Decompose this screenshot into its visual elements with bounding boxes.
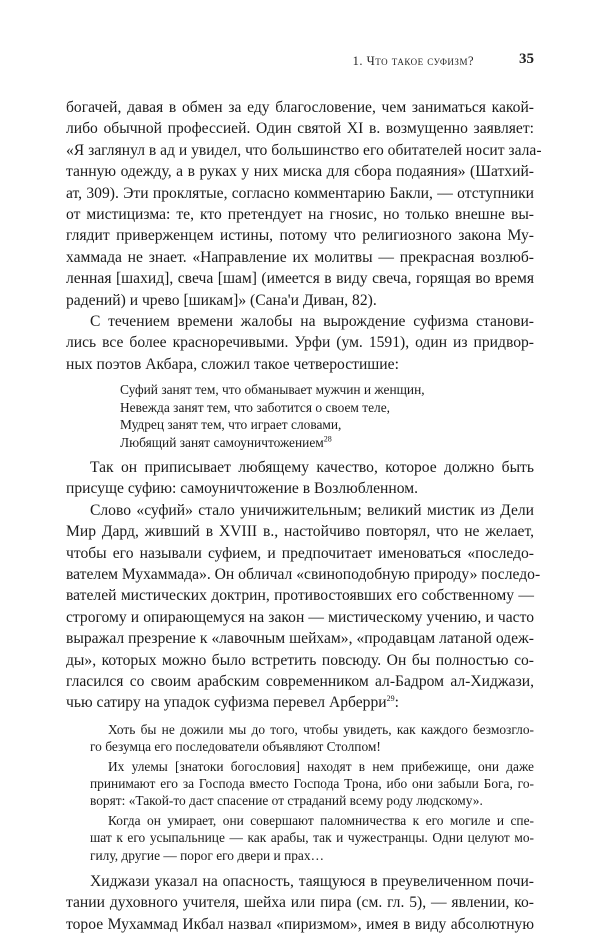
text-line: «Я заглянул в ад и увидел, что большинство его обитателей носит зала- xyxy=(66,141,542,159)
text-line: хаммада не знает. «Направление их молитвы — прекрасная возлюб- xyxy=(66,248,534,266)
text-line: глядит приверженцем истины, потому что религиозного закона Му- xyxy=(66,227,534,245)
text-line: принимают его за Господа вместо Господа Трона, ибо они забыли Бога, го- xyxy=(90,776,534,791)
text-line: торое Мухаммад Икбал назвал «пиризмом», имея в виду абсолютную xyxy=(66,915,534,933)
verse-line: Мудрец занят тем, что играет словами, xyxy=(120,417,342,433)
text-line: Так он приписывает любящему качество, которое должно быть xyxy=(90,458,534,476)
paragraph-2 xyxy=(66,311,534,375)
text-line: танную одежду, а в руках у них миска для сбора подаяния» (Шатхий- xyxy=(66,163,534,181)
verse-line: Суфий занят тем, что обманывает мужчин и женщин, xyxy=(120,382,425,398)
chapter-title: 1. Что такое суфизм? xyxy=(352,54,474,68)
verse-line xyxy=(120,434,534,451)
verse-line: Невежда занят тем, что заботится о своем теле, xyxy=(120,399,390,415)
verse-quatrain xyxy=(120,381,534,451)
text-line: шат к его усыпальнице — как арабы, так и чужестранцы. Одни целуют мо- xyxy=(90,830,534,846)
text-line: лись все более красноречивыми. Урфи (ум. 1591), один из придвор- xyxy=(66,334,534,352)
main-text xyxy=(66,97,542,935)
text-line: ды», которых можно было встретить повсюду. Он бы полностью со- xyxy=(66,651,534,669)
text-line: радений) и чрево [шикам]» (Сана'и Диван, 82). xyxy=(66,291,377,309)
quote-paragraph xyxy=(90,721,534,756)
footnote-ref[interactable]: 28 xyxy=(323,434,332,444)
text-line: го безумца его последователи объявляют Столпом! xyxy=(90,739,381,755)
running-header xyxy=(66,51,534,71)
text-line: С течением времени жалобы на вырождение суфизма станови- xyxy=(90,313,534,331)
text-line: присуще суфию: самоуничтожение в Возлюбленном. xyxy=(66,480,418,498)
text-line: Хоть бы не дожили мы до того, чтобы увидеть, как каждого безмозгло- xyxy=(108,721,534,737)
text-line: ленная [шахид], свеча [шам] (имеется в виду свеча, горящая во время xyxy=(66,270,534,288)
text-line: Мир Дард, живший в XVIII в., настойчиво повторял, что не желает, xyxy=(66,523,534,541)
text-line: ных поэтов Акбара, сложил такое четверостишие: xyxy=(66,355,399,373)
text-line: Хиджази указал на опасность, таящуюся в преувеличенном почи- xyxy=(90,873,534,891)
block-quote xyxy=(90,721,534,864)
text-line: ат, 309). Эти проклятые, согласно комментарию Бакли, — отступники xyxy=(66,184,534,202)
paragraph-1 xyxy=(66,97,542,311)
footnote-ref[interactable]: 29 xyxy=(386,694,395,704)
text-line: вателем Мухаммада». Он обличал «свиноподобную природу» последо- xyxy=(66,565,541,583)
text-line: гласился со своим арабским современником ал-Бадром ал-Хиджази, xyxy=(66,672,534,690)
text-line: вателей мистических доктрин, противостоявших его собственному — xyxy=(66,587,534,605)
paragraph-5 xyxy=(66,871,534,935)
paragraph-3 xyxy=(66,457,534,500)
text-line: богачей, давая в обмен за еду благословение, чем заниматься какой- xyxy=(66,99,534,116)
text-line: чью сатиру на упадок суфизма перевел Арберри$^{29}$: xyxy=(66,694,399,712)
text-line: чтобы его называли суфием, и предпочитает именоваться «последо- xyxy=(66,544,534,562)
verse-line-text: Любящий занят самоуничтожением xyxy=(120,434,324,450)
text-line: тании духовного учителя, шейха или пира (см. гл. 5), — явлении, ко- xyxy=(66,894,534,912)
text-line: выражал презрение к «лавочным шейхам», «продавцам латаной одеж- xyxy=(66,630,534,648)
quote-paragraph xyxy=(90,812,534,864)
text-line: либо обычной профессией. Один святой XI в. возмущенно заявляет: xyxy=(66,120,534,138)
text-line: строгому и опирающемуся на закон — мистическому учению, и часто xyxy=(66,608,534,626)
quote-paragraph xyxy=(90,758,534,810)
text-line: от мистицизма: те, кто претендует на гнosис, но только внешне вы- xyxy=(66,206,534,224)
text-line-content: чью сатиру на упадок суфизма перевел Арберри xyxy=(66,694,387,712)
text-line: гилу, другие — порог его двери и прах… xyxy=(90,847,324,863)
text-line: Слово «суфий» стало уничижительным; великий мистик из Дели xyxy=(90,501,534,519)
page-number: 35 xyxy=(519,51,534,67)
text-line: Их улемы [знатоки богословия] находят в нем прибежище, они даже xyxy=(108,758,534,774)
paragraph-4 xyxy=(66,500,541,714)
text-line: ворят: «Такой-то даст спасение от страданий всему роду людскому». xyxy=(90,793,483,809)
text-line: Когда он умирает, они совершают паломничества к его могиле и спе- xyxy=(108,812,534,828)
